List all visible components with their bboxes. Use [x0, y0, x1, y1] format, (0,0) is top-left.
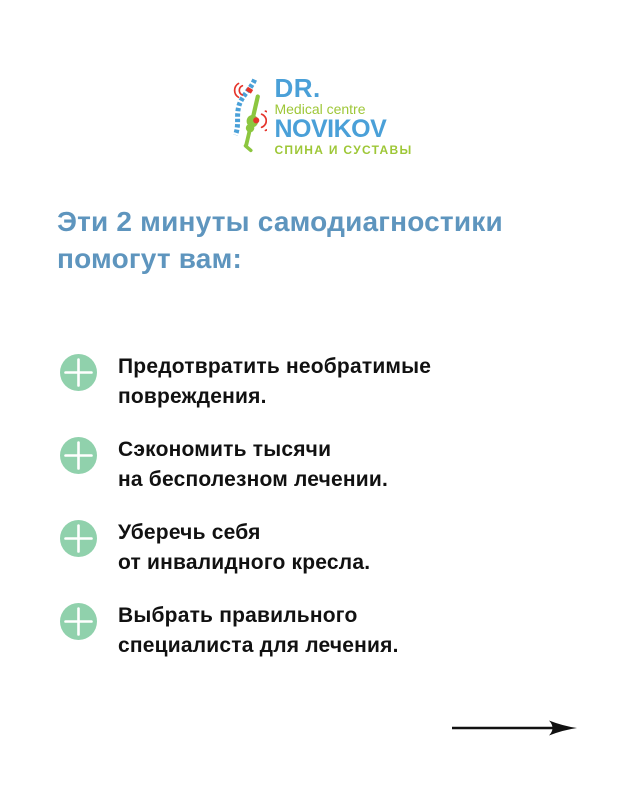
page-title-line2: помогут вам:	[57, 243, 243, 274]
list-item-line2: от инвалидного кресла.	[118, 551, 371, 574]
plus-icon	[60, 520, 97, 557]
list-item-text	[118, 601, 399, 661]
list-item	[60, 435, 560, 495]
list-item	[60, 518, 560, 578]
logo-dr: DR.	[274, 73, 321, 103]
plus-icon	[60, 437, 97, 474]
list-item-line2: специалиста для лечения.	[118, 634, 399, 657]
list-item	[60, 601, 560, 661]
logo	[0, 73, 640, 157]
list-item-text	[118, 435, 388, 495]
list-item-text	[118, 518, 370, 578]
list-item-line1: Предотвратить необратимые	[118, 355, 432, 378]
list-item	[60, 352, 560, 412]
arrow-right-icon[interactable]	[451, 717, 579, 739]
page-title	[57, 203, 503, 277]
page-title-line1: Эти 2 минуты самодиагностики	[57, 206, 503, 237]
spine-joint-logo-icon	[227, 76, 267, 154]
logo-tagline: СПИНА И СУСТАВЫ	[274, 143, 413, 157]
benefits-list	[60, 352, 560, 684]
list-item-line2: повреждения.	[118, 385, 267, 408]
logo-subtitle: Medical centre	[274, 101, 366, 117]
logo-name: NOVIKOV	[274, 115, 387, 143]
list-item-line1: Выбрать правильного	[118, 604, 358, 627]
logo-text	[274, 73, 413, 157]
list-item-line1: Уберечь себя	[118, 521, 261, 544]
list-item-line1: Сэкономить тысячи	[118, 438, 332, 461]
list-item-line2: на бесполезном лечении.	[118, 468, 389, 491]
list-item-text	[118, 352, 431, 412]
plus-icon	[60, 603, 97, 640]
plus-icon	[60, 354, 97, 391]
